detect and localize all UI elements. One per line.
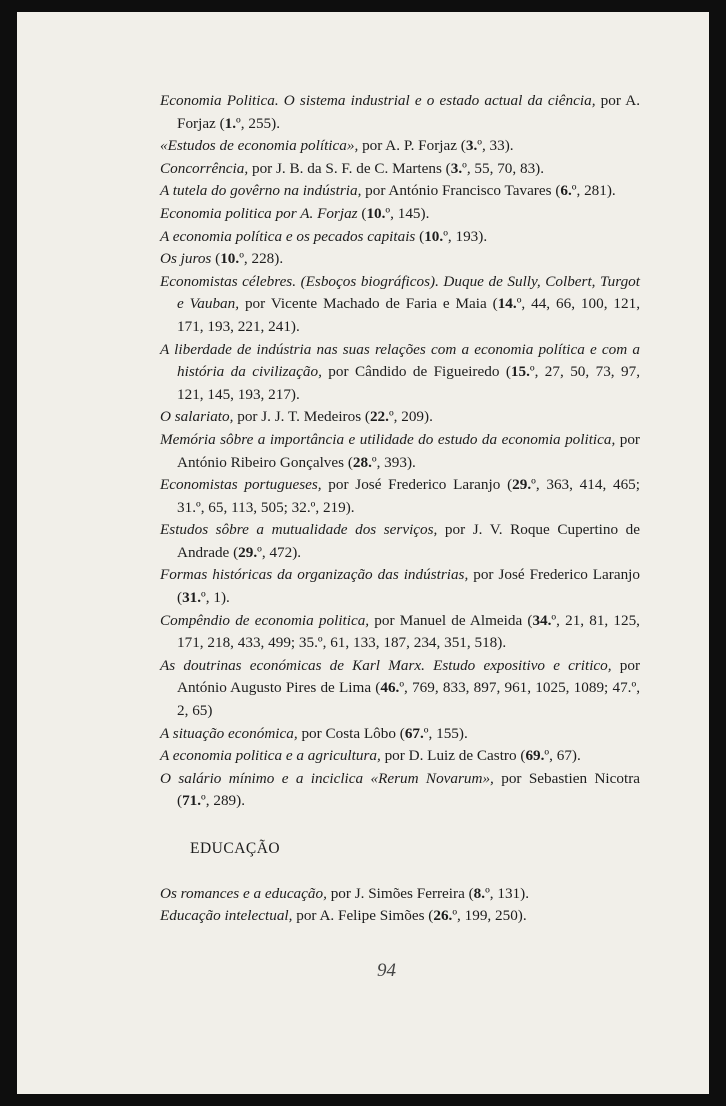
- bibliography-entry: [160, 339, 640, 407]
- entry-volume: 34.: [532, 611, 552, 629]
- entry-pages: º, 209).: [388, 408, 433, 426]
- entry-author: por J. Simões Ferreira (: [326, 884, 474, 902]
- entry-volume: 8.: [473, 884, 486, 902]
- entry-title: Economia Politica. O sistema industrial e o estado actual da ciência,: [160, 92, 596, 109]
- entry-title: Os juros: [160, 250, 212, 268]
- entry-title: Memória sôbre a importância e utilidade do estudo da economia politica,: [160, 430, 616, 448]
- bibliography-entry: [160, 883, 640, 906]
- bibliography-entry: [160, 655, 640, 723]
- entry-author: por José Frederico Laranjo (: [321, 476, 513, 494]
- entry-pages: º, 289).: [201, 792, 245, 810]
- entry-author: por J. B. da S. F. de C. Martens (: [248, 159, 451, 177]
- bibliography-entry: [160, 723, 640, 746]
- entry-author: por Sebastien Nicotra (: [177, 769, 640, 810]
- entry-pages: º, 472).: [257, 543, 302, 561]
- entry-volume: 22.: [369, 408, 389, 426]
- book-page: [17, 12, 709, 1094]
- entry-volume: 10.: [366, 204, 386, 222]
- entry-title: A economia política e os pecados capitais: [160, 227, 416, 245]
- entry-pages: º, 363, 414, 465; 31.º, 65, 113, 505; 32.º, 219).: [177, 476, 640, 516]
- bibliography-entry: [160, 564, 640, 609]
- economia-entries: [160, 90, 640, 813]
- entry-author: (: [357, 204, 367, 222]
- entry-volume: 14.: [497, 295, 517, 313]
- entry-title: A tutela do govêrno na indústria,: [160, 182, 362, 200]
- bibliography-entry: [160, 90, 640, 135]
- entry-title: A situação económica,: [160, 724, 298, 742]
- entry-pages: º, 55, 70, 83).: [462, 159, 545, 177]
- entry-author: por Costa Lôbo (: [297, 724, 405, 742]
- entry-title: Concorrência,: [160, 159, 249, 177]
- entry-pages: º, 769, 833, 897, 961, 1025, 1089; 47.º, 2, 65): [177, 679, 640, 720]
- entry-title: As doutrinas económicas de Karl Marx. Estudo expositivo e critico,: [160, 656, 612, 674]
- entry-volume: 3.: [465, 137, 478, 155]
- entry-volume: 29.: [512, 476, 532, 494]
- entry-volume: 71.: [182, 792, 202, 810]
- entry-pages: º, 21, 81, 125, 171, 218, 433, 499; 35.º, 61, 133, 187, 234, 351, 518).: [177, 611, 640, 652]
- entry-author: por J. V. Roque Cupertino de Andrade (: [177, 521, 640, 561]
- entry-pages: º, 281).: [571, 182, 616, 200]
- entry-title: O salário mínimo e a inciclica «Rerum Novarum»,: [160, 769, 494, 787]
- bibliography-entry: [160, 135, 640, 158]
- entry-volume: 28.: [352, 453, 372, 471]
- entry-volume: 31.: [182, 589, 202, 607]
- bibliography-entry: [160, 248, 640, 271]
- entry-pages: º, 33).: [477, 137, 514, 155]
- entry-pages: º, 27, 50, 73, 97, 121, 145, 193, 217).: [177, 363, 640, 403]
- educacao-entries: [160, 883, 640, 928]
- entry-pages: º, 199, 250).: [452, 907, 527, 925]
- bibliography-entry: [160, 519, 640, 564]
- entry-pages: º, 44, 66, 100, 121, 171, 193, 221, 241).: [177, 295, 640, 335]
- entry-title: Formas históricas da organização das indústrias,: [160, 566, 469, 584]
- entry-pages: º, 155).: [423, 724, 468, 742]
- entry-author: por Vicente Machado de Faria e Maia (: [239, 295, 498, 313]
- entry-author: (: [415, 227, 425, 245]
- entry-volume: 26.: [433, 907, 453, 925]
- entry-title: A economia politica e a agricultura,: [160, 747, 381, 765]
- entry-title: Economia politica por A. Forjaz: [160, 204, 358, 222]
- entry-title: O salariato,: [160, 408, 234, 426]
- bibliography-entry: [160, 610, 640, 655]
- entry-title: Educação intelectual,: [160, 907, 293, 925]
- entry-volume: 69.: [525, 747, 545, 765]
- entry-pages: º, 67).: [544, 747, 581, 765]
- entry-title: «Estudos de economia política»,: [160, 137, 359, 155]
- entry-pages: º, 145).: [385, 204, 430, 222]
- entry-author: por A. P. Forjaz (: [358, 137, 466, 155]
- entry-author: por José Frederico Laranjo (: [177, 566, 640, 607]
- entry-volume: 46.: [380, 679, 400, 697]
- entry-author: por António Francisco Tavares (: [361, 182, 561, 200]
- entry-author: por Manuel de Almeida (: [369, 611, 533, 629]
- bibliography-list: [160, 90, 640, 928]
- bibliography-entry: [160, 158, 640, 181]
- entry-volume: 67.: [404, 724, 424, 742]
- bibliography-entry: [160, 474, 640, 519]
- entry-pages: º, 255).: [236, 114, 280, 132]
- bibliography-entry: [160, 768, 640, 813]
- bibliography-entry: [160, 271, 640, 339]
- entry-volume: 3.: [450, 159, 463, 177]
- bibliography-entry: [160, 429, 640, 474]
- entry-author: por A. Felipe Simões (: [292, 907, 434, 925]
- entry-volume: 15.: [510, 363, 530, 381]
- entry-author: por J. J. T. Medeiros (: [233, 408, 370, 426]
- entry-title: Compêndio de economia politica,: [160, 611, 370, 629]
- entry-volume: 29.: [238, 543, 258, 561]
- entry-title: A liberdade de indústria nas suas relações com a economia política e com a história da civilização,: [160, 340, 640, 381]
- entry-author: por D. Luiz de Castro (: [380, 747, 526, 765]
- entry-title: Os romances e a educação,: [160, 884, 327, 902]
- entry-pages: º, 393).: [371, 453, 416, 471]
- bibliography-entry: [160, 226, 640, 249]
- bibliography-entry: [160, 745, 640, 768]
- entry-volume: 6.: [560, 182, 572, 200]
- entry-author: por António Augusto Pires de Lima (: [177, 656, 641, 697]
- entry-pages: º, 131).: [485, 884, 530, 902]
- entry-volume: 1.: [224, 114, 237, 132]
- entry-title: Economistas célebres. (Esboços biográficos). Duque de Sully, Colbert, Turgot e Vauban,: [160, 272, 640, 313]
- entry-pages: º, 193).: [443, 227, 488, 245]
- entry-volume: 10.: [220, 250, 240, 268]
- bibliography-entry: [160, 203, 640, 226]
- entry-author: por Cândido de Figueiredo (: [321, 363, 511, 381]
- entry-author: (: [211, 250, 221, 268]
- entry-pages: º, 228).: [239, 250, 284, 268]
- entry-title: Economistas portugueses,: [160, 476, 322, 494]
- entry-volume: 10.: [424, 227, 444, 245]
- entry-author: por A. Forjaz (: [177, 92, 640, 132]
- entry-author: por António Ribeiro Gonçalves (: [177, 430, 640, 471]
- section-heading: EDUCAÇÃO: [190, 840, 281, 857]
- bibliography-entry: [160, 180, 640, 203]
- bibliography-entry: [160, 406, 640, 429]
- bibliography-entry: [160, 905, 640, 928]
- page-number: 94: [377, 960, 396, 981]
- entry-title: Estudos sôbre a mutualidade dos serviços,: [160, 521, 438, 539]
- entry-pages: º, 1).: [201, 589, 230, 607]
